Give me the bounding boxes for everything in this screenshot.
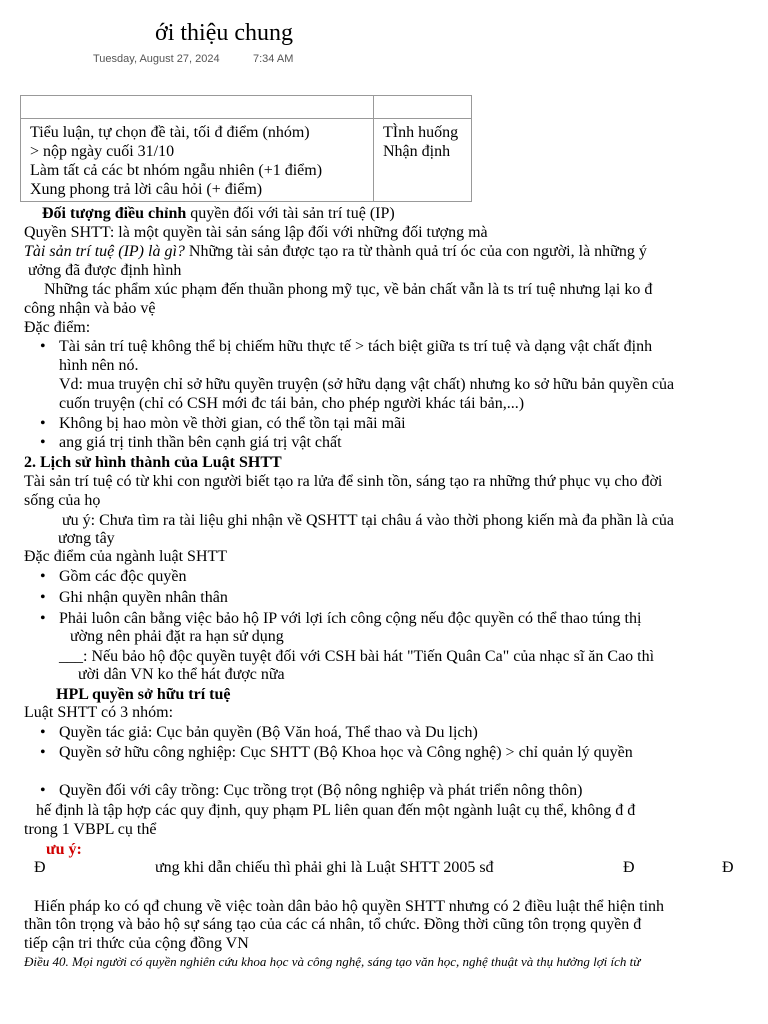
text-line: ___: Nếu bảo hộ độc quyền tuyệt đối với CSH bài hát "Tiến Quân Ca" của nhạc sĩ ăn Cao thì <box>59 648 655 665</box>
text-line: hình nên nó. <box>59 357 139 374</box>
list-item: • Gồm các độc quyền <box>59 567 187 586</box>
list-item: • Quyền tác giả: Cục bản quyền (Bộ Văn hoá, Thể thao và Du lịch) <box>59 723 478 742</box>
list-item: • Quyền đối với cây trồng: Cục trồng trọt (Bộ nông nghiệp và phát triển nông thôn) <box>59 781 582 800</box>
page-time: 7:34 AM <box>253 53 294 65</box>
text-line: hế định là tập hợp các quy định, quy phạm PL liên quan đến một ngành luật cụ thể, không đ đ <box>36 802 636 819</box>
section-heading: HPL quyền sở hữu trí tuệ <box>56 686 231 703</box>
text-line: trong 1 VBPL cụ thể <box>24 821 157 838</box>
page-date: Tuesday, August 27, 2024 <box>93 53 220 65</box>
text-line: Đ <box>34 859 46 876</box>
text-line: thần tôn trọng và bảo hộ sự sáng tạo của các cá nhân, tổ chức. Đồng thời cũng tôn trọng quyền đ <box>24 916 642 933</box>
text-line: Điều 40. Mọi người có quyền nghiên cứu khoa học và công nghệ, sáng tạo văn học, nghệ thuật và thụ hưởng lợi ích từ <box>24 954 641 969</box>
table-column-divider <box>373 96 374 201</box>
text-line: Hiến pháp ko có qđ chung về việc toàn dân bảo hộ quyền SHTT nhưng có 2 điều luật thể hiện tinh <box>34 898 665 915</box>
text-line: ười dân VN ko thể hát được nữa <box>78 666 285 683</box>
text-line: Đặc điểm của ngành luật SHTT <box>24 548 228 565</box>
text-line: Tài sản trí tuệ có từ khi con người biết tạo ra lửa để sinh tồn, sáng tạo ra những thứ phục vụ cho đời <box>24 473 663 490</box>
text-line: tiếp cận tri thức của cộng đồng VN <box>24 935 249 952</box>
grading-table <box>20 95 472 202</box>
table-cell-left-4: Xung phong trả lời câu hỏi (+ điểm) <box>30 181 263 198</box>
table-cell-right-1: TÌnh huống <box>383 124 459 141</box>
text-line: Đ <box>623 859 635 876</box>
page-title: ới thiệu chung <box>155 20 293 46</box>
text-line: Đặc điểm: <box>24 319 91 336</box>
text-line: ưởng đã được định hình <box>28 262 182 279</box>
list-item: • Không bị hao mòn về thời gian, có thể tồn tại mãi mãi <box>59 414 406 433</box>
text-line: Vd: mua truyện chỉ sở hữu quyền truyện (sở hữu dạng vật chất) nhưng ko sở hữu bản quyền của <box>59 376 675 393</box>
table-cell-left-1: Tiểu luận, tự chọn đề tài, tối đ điểm (nhóm) <box>30 124 310 141</box>
text-line: công nhận và bảo vệ <box>24 300 156 317</box>
text-line: ương tây <box>58 530 115 547</box>
text-line: sống của họ <box>24 492 101 509</box>
text-line: cuốn truyện (chỉ có CSH mới đc tái bản, cho phép người khác tái bản,...) <box>59 395 525 412</box>
table-cell-right-2: Nhận định <box>383 143 451 160</box>
text-line: Luật SHTT có 3 nhóm: <box>24 704 174 721</box>
table-cell-left-3: Làm tất cả các bt nhóm ngẫu nhiên (+1 điểm) <box>30 162 323 179</box>
text-line: Quyền SHTT: là một quyền tài sản sáng lập đối với những đối tượng mà <box>24 224 488 241</box>
list-item: • Tài sản trí tuệ không thể bị chiếm hữu thực tế > tách biệt giữa ts trí tuệ và dạng vật chất định <box>59 337 652 356</box>
list-item: • Ghi nhận quyền nhân thân <box>59 588 228 607</box>
table-cell-left-2: > nộp ngày cuối 31/10 <box>30 143 175 160</box>
text-line: ưu ý: Chưa tìm ra tài liệu ghi nhận về QSHTT tại châu á vào thời phong kiến mà đa phần là của <box>62 512 675 529</box>
table-header-divider <box>21 118 471 119</box>
list-item: • ang giá trị tinh thần bên cạnh giá trị vật chất <box>59 433 342 452</box>
text-line: Đối tượng điều chỉnh quyền đối với tài sản trí tuệ (IP) <box>42 205 395 222</box>
note-label: ưu ý: <box>46 841 82 858</box>
text-line: Tài sản trí tuệ (IP) là gì? Những tài sản được tạo ra từ thành quả trí óc của con người, là những ý <box>24 243 647 260</box>
text-line: ưng khi dẫn chiếu thì phải ghi là Luật SHTT 2005 sđ <box>155 859 494 876</box>
list-item: • Quyền sở hữu công nghiệp: Cục SHTT (Bộ Khoa học và Công nghệ) > chỉ quản lý quyền <box>59 743 633 762</box>
section-heading: 2. Lịch sử hình thành của Luật SHTT <box>24 454 282 471</box>
text-line: ường nên phải đặt ra hạn sử dụng <box>70 628 284 645</box>
list-item: • Phải luôn cân bằng việc bảo hộ IP với lợi ích công cộng nếu độc quyền có thể thao túng thị <box>59 609 641 628</box>
text-line: Những tác phẩm xúc phạm đến thuần phong mỹ tục, về bản chất vẫn là ts trí tuệ nhưng lại ko đ <box>44 281 653 298</box>
text-line: Đ <box>722 859 734 876</box>
